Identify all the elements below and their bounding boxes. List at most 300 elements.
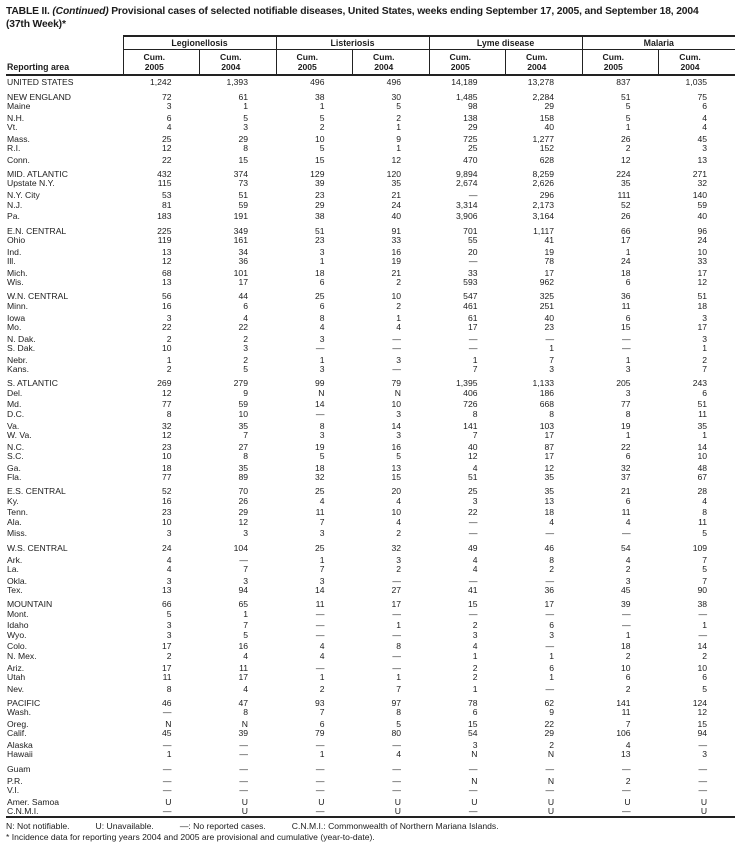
col-header-listeriosis-2005: Cum. 2005 — [276, 49, 353, 75]
value-cell: 225 — [157, 225, 172, 236]
table-row — [6, 323, 735, 332]
value-cell: 4 — [472, 462, 478, 473]
value-cell: 11 — [315, 599, 325, 610]
table-row — [6, 210, 735, 222]
table-row — [6, 374, 735, 388]
value-cell: 48 — [697, 462, 708, 473]
reporting-area-cell: Mo. — [7, 321, 22, 332]
reporting-area-cell: La. — [7, 563, 19, 574]
value-cell: 1 — [396, 671, 402, 682]
reporting-area-cell: Amer. Samoa — [7, 796, 60, 807]
value-cell: 129 — [310, 169, 325, 180]
value-cell: 3 — [549, 364, 555, 375]
value-cell: 10 — [391, 291, 402, 302]
value-cell: 8 — [319, 420, 325, 431]
value-cell: 5 — [702, 563, 708, 574]
value-cell: 70 — [238, 486, 248, 497]
value-cell: 41 — [544, 234, 555, 245]
table-row — [6, 619, 735, 631]
value-cell: 2,173 — [532, 199, 555, 210]
value-cell: 6 — [702, 387, 708, 398]
value-cell: — — [239, 749, 248, 760]
value-cell: 5 — [319, 450, 325, 461]
value-cell: 21 — [391, 190, 402, 201]
value-cell: 6 — [166, 112, 172, 123]
value-cell: N — [394, 387, 402, 398]
value-cell: 186 — [539, 387, 555, 398]
reporting-area-cell: Colo. — [7, 641, 28, 652]
value-cell: 6 — [549, 620, 555, 631]
value-cell: 7 — [625, 719, 631, 730]
value-cell: 3 — [625, 364, 631, 375]
value-cell: 1,133 — [532, 378, 555, 389]
value-cell: 12 — [620, 154, 631, 165]
value-cell: 14 — [697, 641, 708, 652]
value-cell: 547 — [463, 291, 478, 302]
table-row — [6, 539, 735, 553]
value-cell: — — [315, 608, 325, 619]
value-cell: 158 — [539, 112, 555, 123]
value-cell: 25 — [161, 133, 172, 144]
value-cell: — — [545, 641, 555, 652]
value-cell: 9 — [243, 387, 248, 398]
value-cell: 496 — [310, 77, 325, 88]
value-cell: 3 — [625, 387, 631, 398]
value-cell: 14 — [391, 420, 402, 431]
value-cell: 8 — [396, 641, 402, 652]
value-cell: 17 — [238, 277, 248, 288]
value-cell: 10 — [161, 450, 172, 461]
value-cell: 140 — [692, 190, 708, 201]
value-cell: 1 — [166, 749, 172, 760]
value-cell: 49 — [467, 542, 478, 553]
value-cell: — — [162, 763, 172, 774]
value-cell: 120 — [386, 169, 402, 180]
value-cell: 1 — [319, 671, 325, 682]
value-cell: 72 — [161, 91, 172, 102]
value-cell: 22 — [544, 719, 555, 730]
value-cell: 5 — [319, 143, 325, 154]
reporting-area-cell: Okla. — [7, 575, 28, 586]
value-cell: 141 — [616, 697, 631, 708]
header-corner — [6, 36, 123, 50]
value-cell: 2 — [319, 683, 325, 694]
value-cell: 3 — [702, 333, 708, 344]
reporting-area-cell: W. Va. — [7, 429, 32, 440]
value-cell: — — [621, 763, 631, 774]
value-cell: 9,894 — [456, 169, 478, 180]
value-cell: 26 — [620, 211, 631, 222]
value-cell: — — [545, 608, 555, 619]
value-cell: 12 — [467, 450, 478, 461]
value-cell: 19 — [391, 256, 402, 267]
value-cell: 10 — [161, 342, 172, 353]
value-cell: 3 — [319, 429, 325, 440]
value-cell: 10 — [697, 246, 708, 257]
value-cell: 251 — [539, 300, 555, 311]
value-cell: 1 — [549, 342, 555, 353]
subcolumn-header-row — [6, 49, 735, 75]
value-cell: 73 — [238, 178, 248, 189]
value-cell: 3,164 — [532, 211, 555, 222]
value-cell: 2 — [396, 563, 402, 574]
value-cell: 33 — [467, 267, 478, 278]
value-cell: 94 — [697, 728, 708, 739]
reporting-area-cell: Va. — [7, 420, 20, 431]
value-cell: 2 — [625, 143, 631, 154]
legend-cnmi: C.N.M.I.: Commonwealth of Northern Mariana Islands. — [291, 821, 499, 832]
reporting-area-cell: UNITED STATES — [7, 77, 74, 88]
value-cell: 1 — [319, 554, 325, 565]
value-cell: — — [392, 784, 402, 795]
value-cell: 25 — [314, 542, 325, 553]
value-cell: — — [162, 707, 172, 718]
value-cell: 111 — [617, 190, 631, 201]
value-cell: — — [392, 333, 402, 344]
value-cell: 7 — [243, 429, 248, 440]
value-cell: 4 — [472, 563, 478, 574]
value-cell: 53 — [161, 190, 172, 201]
column-group-listeriosis: Listeriosis — [276, 36, 429, 50]
value-cell: 99 — [314, 378, 325, 389]
value-cell: 1 — [319, 100, 325, 111]
value-cell: 6 — [319, 719, 325, 730]
value-cell: 1,117 — [533, 225, 555, 236]
value-cell: 593 — [463, 277, 478, 288]
value-cell: 25 — [467, 143, 478, 154]
value-cell: — — [315, 629, 325, 640]
value-cell: 55 — [467, 234, 478, 245]
value-cell: 66 — [620, 225, 631, 236]
value-cell: 2 — [472, 671, 478, 682]
value-cell: 7 — [702, 364, 708, 375]
value-cell: 1,395 — [456, 378, 478, 389]
value-cell: 9 — [396, 133, 402, 144]
value-cell: 36 — [620, 291, 631, 302]
value-cell: 51 — [697, 399, 708, 410]
group-header-row — [6, 36, 735, 50]
value-cell: — — [315, 775, 325, 786]
table-row — [6, 398, 735, 410]
table-row — [6, 153, 735, 165]
value-cell: U — [241, 796, 248, 807]
value-cell: 4 — [396, 749, 402, 760]
value-cell: 11 — [621, 300, 631, 311]
reporting-area-cell: Mich. — [7, 267, 28, 278]
value-cell: 17 — [544, 599, 555, 610]
value-cell: 3 — [319, 246, 325, 257]
value-cell: U — [394, 805, 402, 816]
value-cell: U — [547, 796, 555, 807]
value-cell: 35 — [697, 420, 708, 431]
value-cell: 40 — [697, 211, 708, 222]
value-cell: 13 — [161, 246, 172, 257]
value-cell: 27 — [391, 584, 402, 595]
value-cell: 3 — [396, 554, 402, 565]
value-cell: 1,393 — [226, 77, 248, 88]
value-cell: 4 — [625, 740, 631, 751]
table-row — [6, 595, 735, 609]
value-cell: — — [545, 333, 555, 344]
value-cell: 24 — [620, 256, 631, 267]
disease-table — [6, 35, 735, 819]
value-cell: — — [621, 620, 631, 631]
value-cell: 40 — [391, 211, 402, 222]
value-cell: 1 — [702, 620, 708, 631]
value-cell: 10 — [697, 662, 708, 673]
table-title-text: Provisional cases of selected notifiable diseases, United States, weeks ending September 17, 2005, and September 18, 2004 — [111, 6, 699, 17]
table-row — [6, 278, 735, 287]
value-cell: 2 — [625, 563, 631, 574]
value-cell: 3 — [166, 575, 172, 586]
reporting-area-cell: NEW ENGLAND — [7, 91, 71, 102]
value-cell: 3 — [472, 629, 478, 640]
value-cell: N — [471, 775, 478, 786]
table-row — [6, 497, 735, 506]
reporting-area-cell: R.I. — [7, 143, 21, 154]
value-cell: 3 — [319, 575, 325, 586]
value-cell: 6 — [625, 450, 631, 461]
value-cell: 80 — [391, 728, 402, 739]
value-cell: 7 — [319, 516, 325, 527]
col-header-lyme-2005: Cum. 2005 — [429, 49, 506, 75]
value-cell: 1 — [625, 246, 631, 257]
value-cell: — — [621, 342, 631, 353]
value-cell: 8 — [549, 408, 555, 419]
value-cell: 2 — [625, 775, 631, 786]
reporting-area-cell: C.N.M.I. — [7, 805, 39, 816]
value-cell: — — [239, 784, 248, 795]
reporting-area-cell: S.C. — [7, 450, 24, 461]
column-group-malaria: Malaria — [582, 36, 735, 50]
reporting-area-cell: Nebr. — [7, 354, 28, 365]
value-cell: 1,277 — [532, 133, 555, 144]
value-cell: 87 — [544, 441, 555, 452]
value-cell: 18 — [544, 507, 555, 518]
value-cell: 24 — [697, 234, 708, 245]
value-cell: 97 — [391, 697, 402, 708]
value-cell: 17 — [391, 599, 402, 610]
incidence-note: * Incidence data for reporting years 2004 and 2005 are provisional and cumulative (year-to-date). — [6, 831, 375, 842]
table-row — [6, 518, 735, 527]
value-cell: — — [621, 608, 631, 619]
table-row — [6, 365, 735, 374]
value-cell: 11 — [239, 662, 248, 673]
value-cell: 37 — [620, 471, 631, 482]
value-cell: 18 — [314, 267, 325, 278]
col-header-lyme-2004: Cum. 2004 — [506, 49, 583, 75]
value-cell: 51 — [314, 225, 325, 236]
value-cell: — — [698, 629, 708, 640]
value-cell: — — [545, 763, 555, 774]
value-cell: 18 — [314, 462, 325, 473]
value-cell: 8 — [549, 554, 555, 565]
value-cell: N — [318, 387, 325, 398]
value-cell: 3 — [319, 528, 325, 539]
col-header-malaria-2004: Cum. 2004 — [659, 49, 736, 75]
legend-line — [6, 821, 735, 832]
value-cell: 91 — [391, 225, 402, 236]
value-cell: 5 — [396, 719, 402, 730]
value-cell: 349 — [233, 225, 248, 236]
value-cell: 6 — [625, 277, 631, 288]
value-cell: — — [468, 528, 478, 539]
value-cell: 1 — [702, 429, 708, 440]
value-cell: 47 — [238, 697, 248, 708]
table-header — [6, 36, 735, 75]
value-cell: 40 — [544, 121, 555, 132]
value-cell: — — [621, 528, 631, 539]
table-row — [6, 473, 735, 482]
value-cell: 34 — [238, 246, 248, 257]
value-cell: — — [392, 629, 402, 640]
value-cell: 24 — [391, 199, 402, 210]
value-cell: 106 — [616, 728, 631, 739]
value-cell: 6 — [243, 300, 248, 311]
value-cell: — — [545, 575, 555, 586]
value-cell: 2 — [396, 112, 402, 123]
reporting-area-cell: N. Mex. — [7, 650, 37, 661]
table-title-week: (37th Week)* — [6, 18, 66, 30]
value-cell: 191 — [233, 211, 248, 222]
value-cell: 5 — [243, 629, 248, 640]
table-title — [6, 6, 735, 19]
value-cell: — — [621, 784, 631, 795]
value-cell: 1 — [472, 683, 478, 694]
value-cell: 38 — [314, 211, 325, 222]
value-cell: 29 — [314, 199, 325, 210]
legend-unavailable: U: Unavailable. — [95, 821, 154, 832]
value-cell: 7 — [243, 563, 248, 574]
table-row — [6, 482, 735, 496]
value-cell: — — [315, 740, 325, 751]
value-cell: 2 — [549, 740, 555, 751]
value-cell: 6 — [625, 671, 631, 682]
reporting-area-cell: Upstate N.Y. — [7, 178, 55, 189]
value-cell: 6 — [319, 300, 325, 311]
value-cell: 3 — [319, 333, 325, 344]
value-cell: 35 — [544, 486, 555, 497]
value-cell: 4 — [396, 321, 402, 332]
value-cell: 3 — [396, 429, 402, 440]
value-cell: 4 — [319, 495, 325, 506]
value-cell: — — [162, 784, 172, 795]
table-row — [6, 201, 735, 210]
value-cell: 6 — [319, 277, 325, 288]
value-cell: 11 — [162, 671, 172, 682]
value-cell: 17 — [467, 321, 478, 332]
value-cell: 2 — [625, 683, 631, 694]
value-cell: 3 — [319, 364, 325, 375]
value-cell: 1,485 — [456, 91, 478, 102]
value-cell: 16 — [391, 246, 402, 257]
value-cell: 7 — [472, 429, 478, 440]
value-cell: 2 — [396, 528, 402, 539]
table-row — [6, 506, 735, 518]
value-cell: 41 — [467, 584, 478, 595]
value-cell: 26 — [238, 495, 248, 506]
col-header-listeriosis-2004: Cum. 2004 — [353, 49, 430, 75]
value-cell: — — [468, 516, 478, 527]
table-row — [6, 729, 735, 738]
table-row — [6, 302, 735, 311]
value-cell: 3 — [625, 575, 631, 586]
value-cell: — — [315, 662, 325, 673]
table-row — [6, 102, 735, 111]
reporting-area-cell: S. ATLANTIC — [7, 378, 58, 389]
value-cell: 1 — [243, 100, 248, 111]
value-cell: 20 — [391, 486, 402, 497]
value-cell: — — [392, 650, 402, 661]
value-cell: U — [700, 805, 708, 816]
value-cell: 51 — [697, 291, 708, 302]
value-cell: 10 — [391, 399, 402, 410]
value-cell: 13,278 — [527, 77, 555, 88]
table-row — [6, 257, 735, 266]
value-cell: U — [165, 796, 172, 807]
value-cell: 5 — [243, 112, 248, 123]
value-cell: 4 — [625, 516, 631, 527]
value-cell: 22 — [620, 441, 631, 452]
value-cell: 81 — [161, 199, 172, 210]
value-cell: U — [624, 796, 631, 807]
value-cell: 10 — [697, 450, 708, 461]
value-cell: 40 — [467, 441, 478, 452]
value-cell: 6 — [625, 312, 631, 323]
value-cell: 44 — [238, 291, 248, 302]
reporting-area-cell: Miss. — [7, 528, 28, 539]
value-cell: 75 — [697, 91, 708, 102]
value-cell: 3 — [166, 312, 172, 323]
value-cell: 4 — [319, 321, 325, 332]
table-row — [6, 236, 735, 245]
value-cell: 296 — [539, 190, 555, 201]
table-row — [6, 123, 735, 132]
value-cell: 39 — [620, 599, 631, 610]
table-row — [6, 452, 735, 461]
value-cell: 432 — [157, 169, 172, 180]
reporting-area-cell: Del. — [7, 387, 23, 398]
reporting-area-cell: S. Dak. — [7, 342, 36, 353]
value-cell: — — [162, 740, 172, 751]
value-cell: — — [392, 364, 402, 375]
value-cell: 243 — [692, 378, 708, 389]
value-cell: — — [315, 408, 325, 419]
value-cell: — — [468, 575, 478, 586]
value-cell: — — [698, 608, 708, 619]
value-cell: 61 — [467, 312, 478, 323]
value-cell: 119 — [157, 234, 172, 245]
reporting-area-cell: N.H. — [7, 112, 25, 123]
value-cell: 8 — [166, 408, 172, 419]
value-cell: 7 — [396, 683, 402, 694]
value-cell: 1 — [472, 354, 478, 365]
value-cell: 98 — [467, 100, 478, 111]
value-cell: — — [162, 775, 172, 786]
value-cell: — — [239, 554, 248, 565]
value-cell: 2 — [472, 620, 478, 631]
value-cell: 3 — [702, 143, 708, 154]
value-cell: 2 — [702, 354, 708, 365]
value-cell: 5 — [702, 683, 708, 694]
value-cell: 138 — [463, 112, 478, 123]
value-cell: 17 — [697, 321, 708, 332]
reporting-area-cell: Kans. — [7, 364, 29, 375]
table-body — [6, 75, 735, 817]
value-cell: 6 — [702, 100, 708, 111]
value-cell: 2 — [166, 650, 172, 661]
value-cell: 3 — [549, 629, 555, 640]
